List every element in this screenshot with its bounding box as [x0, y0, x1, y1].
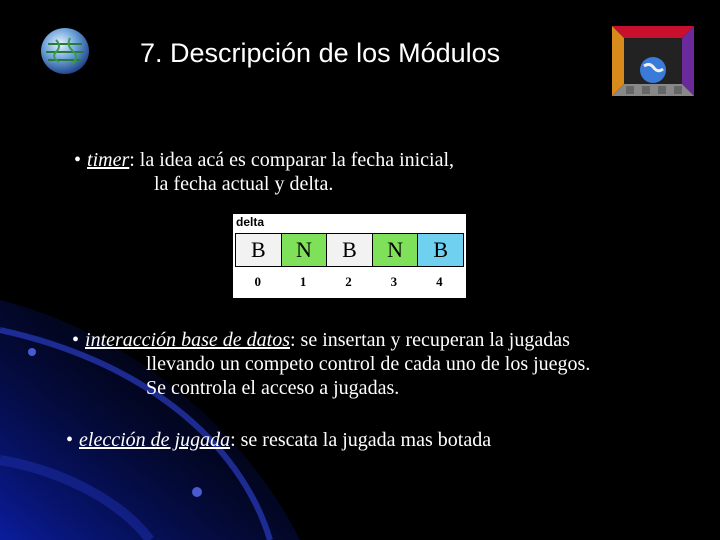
cell-1: N — [282, 234, 328, 266]
cells-row — [235, 233, 464, 267]
bullet-text: se insertan y recuperan la jugadas — [300, 329, 570, 351]
bullet-text: se rescata la jugada mas botada — [240, 429, 492, 451]
bullet-term: timer — [87, 149, 130, 171]
cell-4: B — [418, 234, 463, 266]
bullet-dot: • — [66, 429, 74, 451]
globe-frame-icon — [612, 26, 694, 96]
bullet-dot: • — [74, 149, 82, 171]
bullet-choice: • elección de jugada: se rescata la jugada mas botada — [66, 429, 492, 451]
bullet-text: llevando un competo control de cada uno de los juegos. — [146, 353, 591, 375]
cell-0: B — [236, 234, 282, 266]
bullet-dot: • — [72, 329, 80, 351]
cell-3: N — [373, 234, 419, 266]
slide-title: 7. Descripción de los Módulos — [140, 38, 501, 68]
index-2: 2 — [345, 274, 352, 289]
delta-diagram — [233, 214, 466, 298]
bullet-database: • interacción base de datos: se insertan y recuperan la jugadas llevando un competo control de cada uno de los juegos. Se controla el acceso a jugadas. — [72, 329, 591, 399]
indices-row — [235, 274, 462, 294]
cell-2: B — [327, 234, 373, 266]
bullet-term: interacción base de datos — [85, 329, 290, 351]
bullet-text: la fecha actual y delta. — [154, 173, 334, 195]
index-1: 1 — [299, 274, 307, 289]
bullet-text: la idea acá es comparar la fecha inicial, — [139, 149, 455, 171]
bullet-text: Se controla el acceso a jugadas. — [146, 377, 400, 399]
index-3: 3 — [390, 274, 398, 289]
delta-label: delta — [236, 215, 265, 229]
index-4: 4 — [436, 274, 443, 289]
index-0: 0 — [254, 274, 261, 289]
globe-icon — [38, 26, 92, 76]
bullet-term: elección de jugada — [79, 429, 231, 451]
bullet-timer: • timer: la idea acá es comparar la fecha inicial, la fecha actual y delta. — [74, 149, 455, 195]
